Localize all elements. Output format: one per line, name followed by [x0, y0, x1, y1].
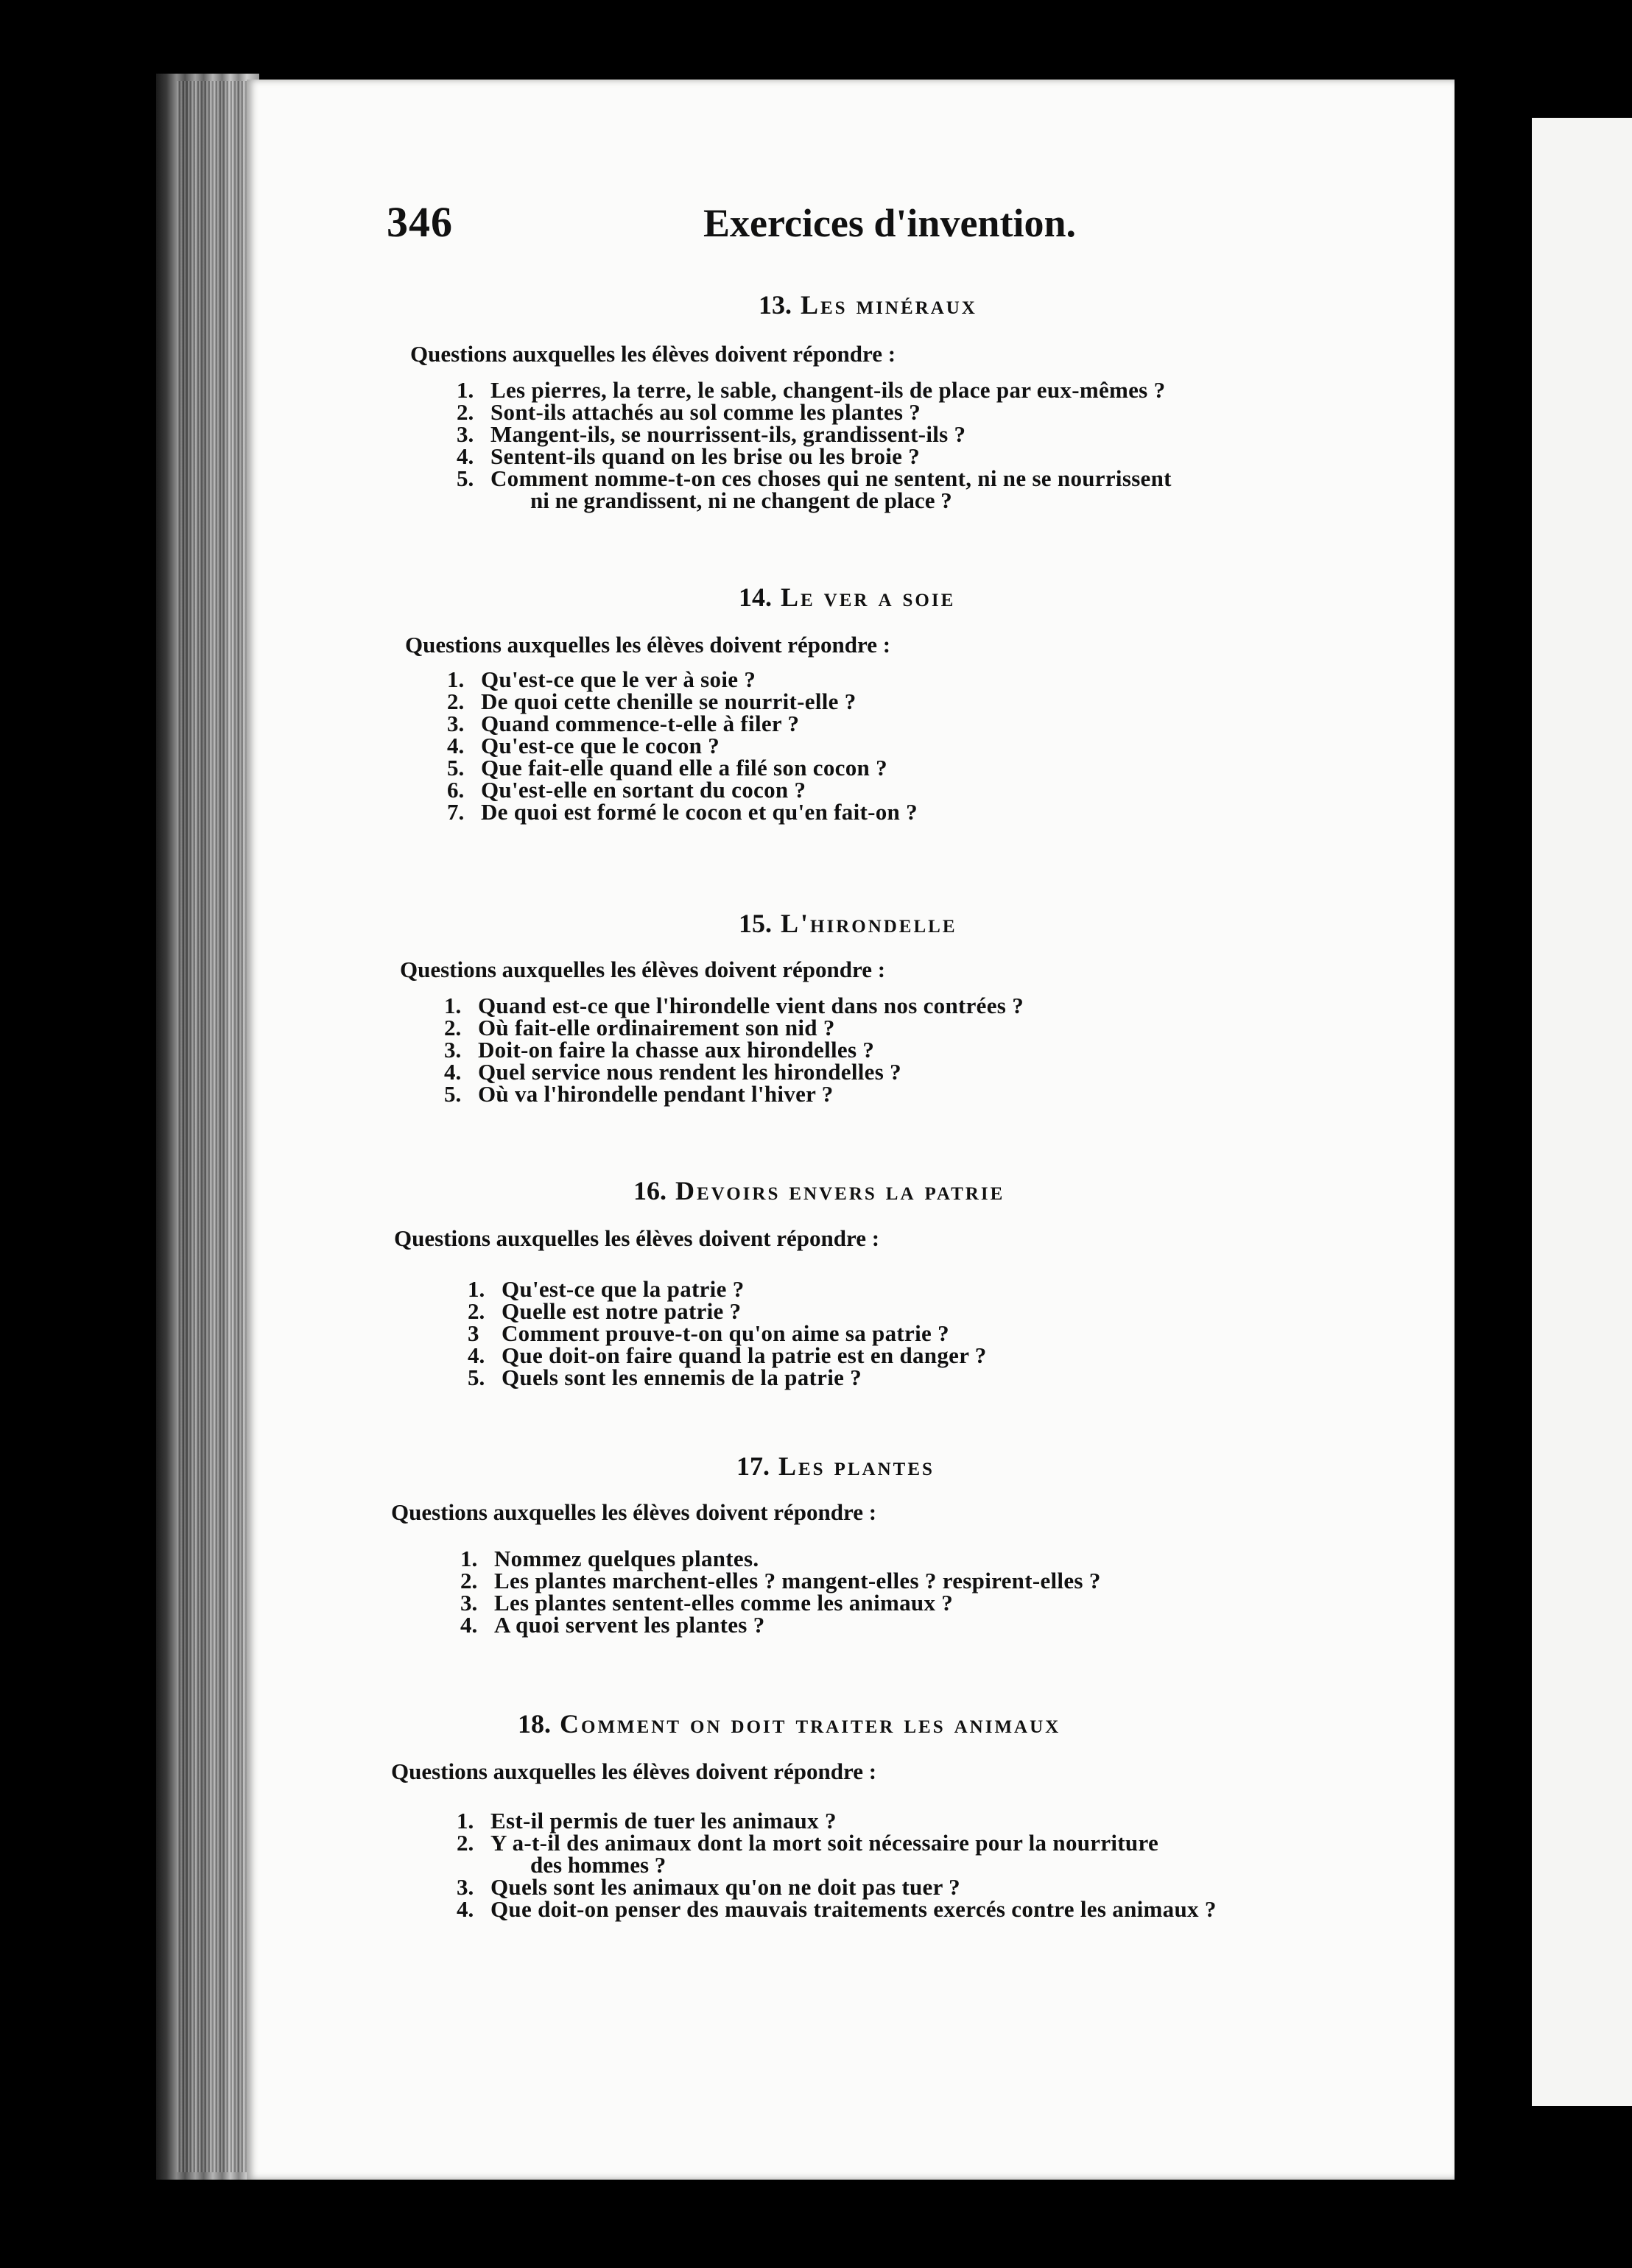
- question-item: [447, 688, 918, 714]
- page-header: [247, 197, 1455, 256]
- question-number: 3.: [447, 711, 465, 736]
- question-text: Doit-on faire la chasse aux hirondelles ?: [478, 1037, 875, 1063]
- question-text: Quand commence-t-elle à filer ?: [481, 711, 800, 736]
- question-item: [460, 1570, 1101, 1592]
- section-heading: Le ver a soie: [781, 582, 956, 612]
- question-number: 7.: [447, 799, 465, 825]
- question-text: Quels sont les animaux qu'on ne doit pas tuer ?: [490, 1874, 960, 1900]
- question-list: [447, 666, 918, 825]
- question-text: De quoi est formé le cocon et qu'en fait-on ?: [481, 799, 918, 825]
- question-item: [457, 443, 1172, 469]
- question-list: [460, 1548, 1101, 1636]
- section-intro: Questions auxquelles les élèves doivent répondre :: [391, 1758, 877, 1784]
- question-item: [444, 1061, 1024, 1083]
- question-number: 5.: [457, 465, 474, 491]
- question-number: 3.: [457, 1874, 474, 1900]
- question-number: 1.: [460, 1546, 478, 1571]
- section-number: 17.: [736, 1451, 770, 1481]
- question-text: Sentent-ils quand on les brise ou les broie ?: [490, 443, 921, 469]
- question-item: [468, 1300, 987, 1323]
- question-item: [457, 379, 1172, 401]
- question-item: [444, 1017, 1024, 1039]
- question-item: [457, 423, 1172, 446]
- question-text: Où va l'hirondelle pendant l'hiver ?: [478, 1081, 834, 1107]
- question-number: 5.: [468, 1364, 485, 1390]
- question-text: Qu'est-ce que la patrie ?: [502, 1276, 745, 1302]
- question-text: Est-il permis de tuer les animaux ?: [490, 1808, 837, 1834]
- section-title: [739, 908, 957, 939]
- question-text: Les pierres, la terre, le sable, changent-ils de place par eux-mêmes ?: [490, 377, 1166, 403]
- question-number: 4.: [468, 1342, 485, 1368]
- question-text: Les plantes sentent-elles comme les animaux ?: [494, 1590, 954, 1616]
- question-number: 2.: [468, 1298, 485, 1324]
- question-item: [468, 1320, 987, 1346]
- question-text: Mangent-ils, se nourrissent-ils, grandissent-ils ?: [490, 421, 966, 447]
- question-text: Qu'est-ce que le ver à soie ?: [481, 666, 756, 692]
- question-item: [447, 779, 918, 801]
- section-number: 16.: [633, 1176, 666, 1205]
- question-number: 6.: [447, 777, 465, 803]
- question-number: 4.: [457, 1896, 474, 1922]
- question-item: [457, 1810, 1217, 1832]
- question-number: 2.: [457, 1830, 474, 1856]
- section-intro: Questions auxquelles les élèves doivent répondre :: [394, 1225, 880, 1251]
- book-page: [247, 80, 1455, 2180]
- question-text: Y a-t-il des animaux dont la mort soit nécessaire pour la nourriture: [490, 1830, 1159, 1856]
- question-item: [447, 666, 918, 692]
- section-title: [736, 1451, 935, 1482]
- section-heading: Les minéraux: [801, 290, 977, 320]
- book-page-edge-lines: [177, 81, 250, 2172]
- question-text: Sont-ils attachés au sol comme les plantes ?: [490, 399, 921, 425]
- question-number: 4.: [447, 733, 465, 758]
- question-text: Quels sont les ennemis de la patrie ?: [502, 1364, 862, 1390]
- question-item: [444, 995, 1024, 1017]
- question-continuation: des hommes ?: [530, 1852, 666, 1878]
- question-item: [457, 465, 1172, 513]
- section-intro: Questions auxquelles les élèves doivent répondre :: [391, 1499, 877, 1525]
- question-number: 1.: [457, 1808, 474, 1834]
- question-number: 1.: [444, 993, 462, 1018]
- section-title: [739, 582, 955, 613]
- question-text: Comment prouve-t-on qu'on aime sa patrie ?: [502, 1320, 949, 1346]
- question-text: Quel service nous rendent les hirondelles ?: [478, 1059, 901, 1085]
- question-number: 5.: [444, 1081, 462, 1107]
- section-number: 15.: [739, 909, 772, 938]
- question-number: 3.: [460, 1590, 478, 1616]
- question-text: Que doit-on penser des mauvais traitements exercés contre les animaux ?: [490, 1896, 1217, 1922]
- question-item: [447, 735, 918, 757]
- question-list: [444, 995, 1024, 1105]
- question-number: 3: [468, 1320, 479, 1346]
- question-text: Qu'est-elle en sortant du cocon ?: [481, 777, 806, 803]
- question-item: [444, 1039, 1024, 1061]
- question-text: Quelle est notre patrie ?: [502, 1298, 742, 1324]
- question-continuation: ni ne grandissent, ni ne changent de place ?: [530, 487, 952, 513]
- question-number: 1.: [447, 666, 465, 692]
- question-number: 2.: [457, 399, 474, 425]
- section-title: [633, 1175, 1005, 1206]
- section-title: [759, 289, 977, 320]
- section-number: 14.: [739, 582, 772, 612]
- question-list: [468, 1278, 987, 1389]
- section-heading: L'hirondelle: [781, 909, 957, 938]
- page-number: 346: [387, 198, 453, 246]
- section-number: 18.: [518, 1709, 551, 1739]
- section-heading: Comment on doit traiter les animaux: [560, 1709, 1061, 1739]
- question-text: Nommez quelques plantes.: [494, 1546, 759, 1571]
- question-text: Où fait-elle ordinairement son nid ?: [478, 1015, 835, 1040]
- question-text: Que fait-elle quand elle a filé son cocon ?: [481, 755, 887, 781]
- question-number: 1.: [457, 377, 474, 403]
- question-number: 3.: [444, 1037, 462, 1063]
- question-number: 1.: [468, 1276, 485, 1302]
- question-list: [457, 1810, 1217, 1920]
- section-heading: Devoirs envers la patrie: [675, 1176, 1005, 1205]
- question-item: [460, 1592, 1101, 1614]
- section-intro: Questions auxquelles les élèves doivent répondre :: [400, 957, 886, 982]
- question-item: [468, 1364, 987, 1390]
- question-text: Que doit-on faire quand la patrie est en danger ?: [502, 1342, 987, 1368]
- question-item: [457, 1898, 1217, 1920]
- question-number: 4.: [457, 443, 474, 469]
- section-intro: Questions auxquelles les élèves doivent répondre :: [405, 632, 891, 658]
- question-item: [460, 1614, 1101, 1636]
- question-item: [457, 1876, 1217, 1898]
- question-number: 2.: [444, 1015, 462, 1040]
- question-item: [447, 801, 918, 823]
- question-item: [447, 757, 918, 779]
- section-intro: Questions auxquelles les élèves doivent répondre :: [410, 341, 896, 367]
- question-text: A quoi servent les plantes ?: [494, 1612, 765, 1638]
- question-text: Qu'est-ce que le cocon ?: [481, 733, 720, 758]
- question-item: [468, 1278, 987, 1300]
- question-number: 3.: [457, 421, 474, 447]
- question-text: Comment nomme-t-on ces choses qui ne sentent, ni ne se nourrissent: [490, 465, 1172, 491]
- question-item: [457, 401, 1172, 423]
- section-number: 13.: [759, 290, 792, 320]
- question-item: [447, 713, 918, 735]
- question-number: 2.: [460, 1568, 478, 1593]
- running-title: Exercices d'invention.: [703, 201, 1076, 245]
- section-title: [518, 1708, 1061, 1739]
- question-item: [457, 1832, 1217, 1876]
- question-text: Les plantes marchent-elles ? mangent-elles ? respirent-elles ?: [494, 1568, 1101, 1593]
- question-number: 4.: [444, 1059, 462, 1085]
- question-number: 5.: [447, 755, 465, 781]
- section-heading: Les plantes: [778, 1451, 935, 1481]
- question-text: De quoi cette chenille se nourrit-elle ?: [481, 688, 857, 714]
- question-list: [457, 379, 1172, 512]
- question-item: [444, 1083, 1024, 1105]
- facing-page-edge: [1532, 118, 1632, 2106]
- question-item: [468, 1342, 987, 1368]
- question-number: 2.: [447, 688, 465, 714]
- question-text: Quand est-ce que l'hirondelle vient dans nos contrées ?: [478, 993, 1024, 1018]
- question-number: 4.: [460, 1612, 478, 1638]
- question-item: [460, 1548, 1101, 1570]
